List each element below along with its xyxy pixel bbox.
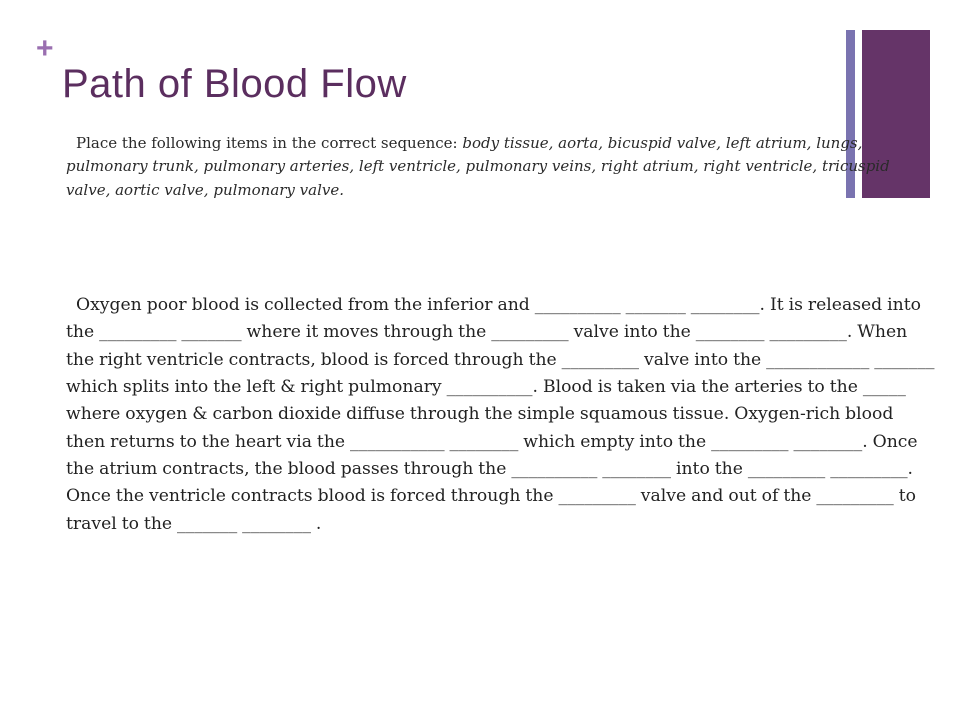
slide-title: Path of Blood Flow: [62, 62, 407, 106]
instructions-text: [66, 132, 926, 202]
fill-in-passage: Oxygen poor blood is collected from the inferior and __________ _______ ________. It is released into the _________ _______ where it moves through the _________ valve into the ________ _________. When the right ventricle contracts, blood is forced through the _________ valve into the ____________ _______ which splits into the left & right pulmonary __________. Blood is taken via the arteries to the _____ where oxygen & carbon dioxide diffuse through the simple squamous tissue. Oxygen-rich blood then returns to the heart via the ___________ ________ which empty into the _________ ________. Once the atrium contracts, the blood passes through the __________ ________ into the _________ _________. Once the ventricle contracts blood is forced through the _________ valve and out of the _________ to travel to the _______ ________ .: [66, 295, 935, 534]
instructions-items: body tissue, aorta, bicuspid valve, left atrium, lungs, pulmonary trunk, pulmonary arteries, left ventricle, pulmonary veins, right atrium, right ventricle, tricuspid valve, aortic valve, pulmonary valve.: [66, 134, 890, 199]
instructions-lead: Place the following items in the correct sequence:: [76, 134, 463, 152]
plus-icon: +: [36, 32, 54, 65]
